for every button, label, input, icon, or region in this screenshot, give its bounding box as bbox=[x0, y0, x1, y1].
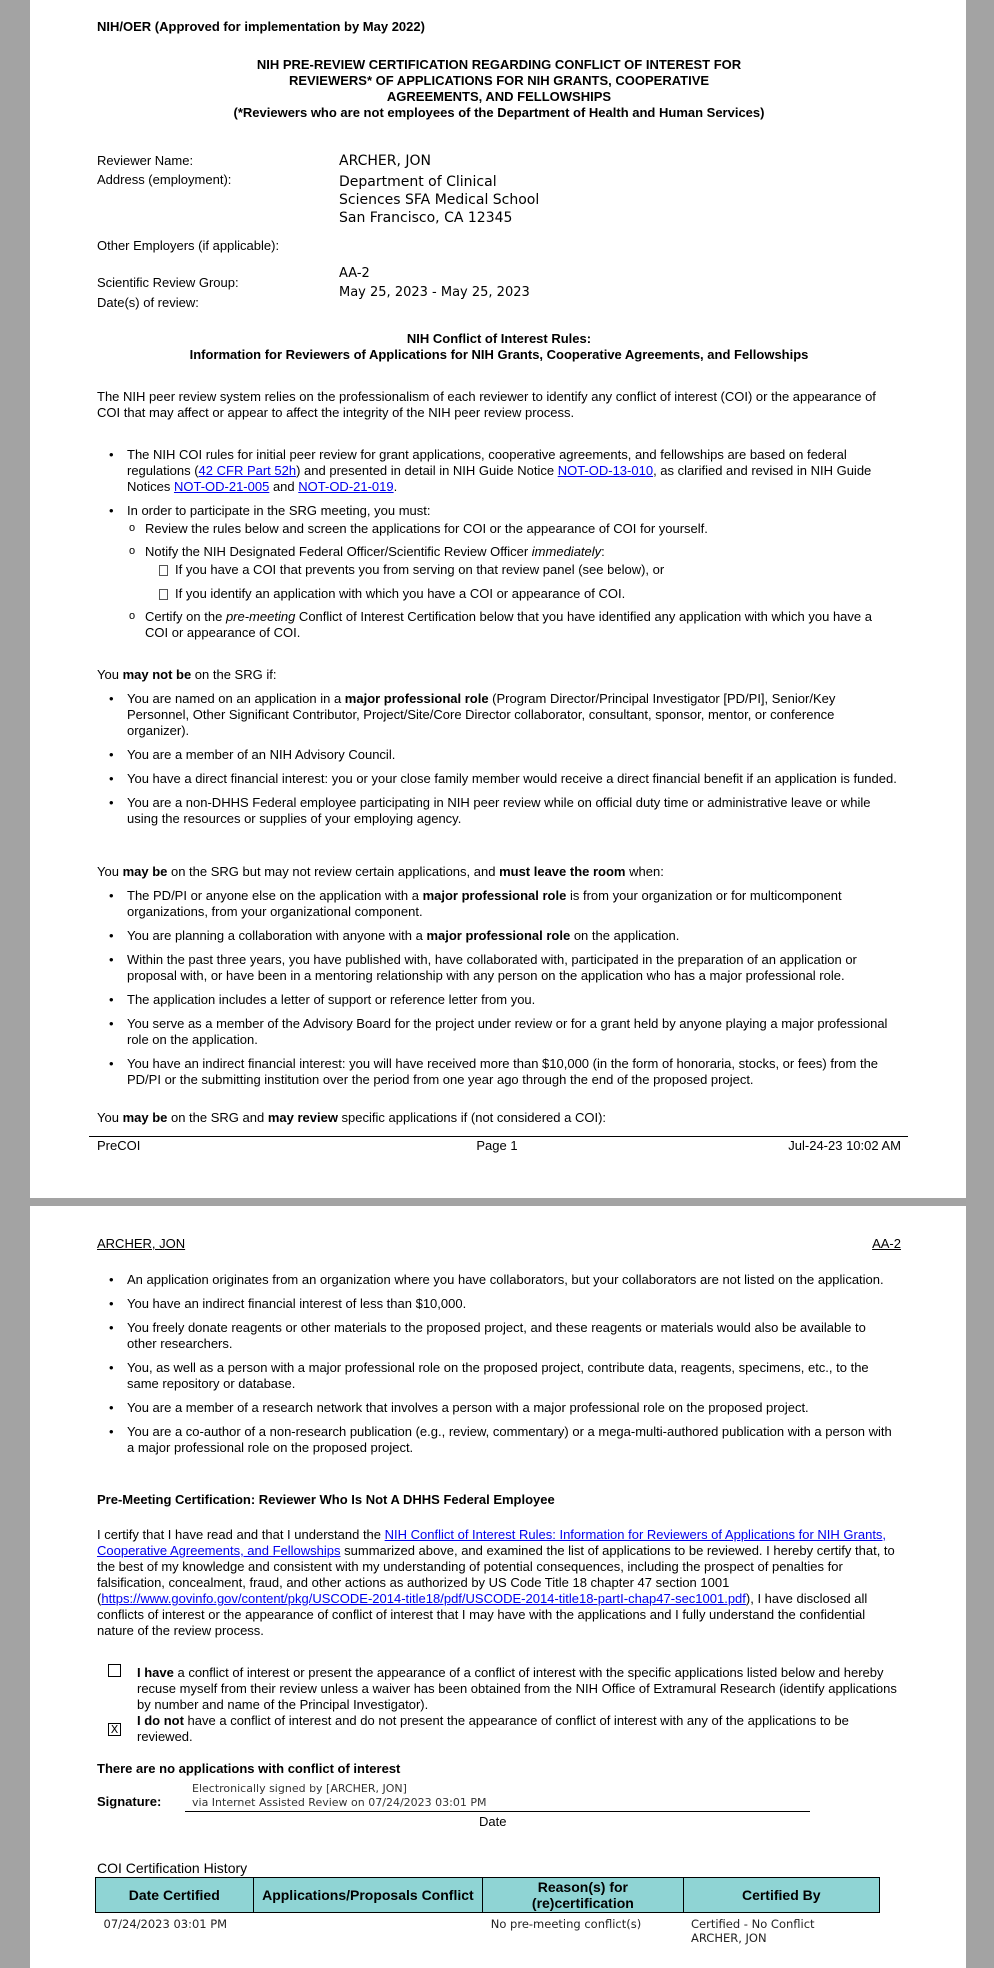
link-not-od-21-005[interactable]: NOT-OD-21-005 bbox=[173, 479, 270, 494]
address-value bbox=[339, 173, 539, 227]
table-row bbox=[96, 1913, 880, 1950]
link-uscode[interactable]: https://www.govinfo.gov/content/pkg/USCODE-2014-title18/pdf/USCODE-2014-title18-partI-chap47-sec1001.pdf bbox=[101, 1591, 746, 1606]
electronic-signature bbox=[192, 1782, 486, 1810]
apps-conflict-cell bbox=[253, 1913, 483, 1950]
approval-note: NIH/OER (Approved for implementation by May 2022) bbox=[97, 19, 425, 34]
option-not-text: I do not have a conflict of interest and do not present the appearance of conflict of interest with any of the applications to be reviewed. bbox=[137, 1713, 849, 1744]
column-header: Certified By bbox=[683, 1878, 880, 1913]
coi-rules-list bbox=[97, 447, 897, 641]
address-label: Address (employment): bbox=[97, 172, 232, 187]
footer-page-number: Page 1 bbox=[476, 1138, 518, 1153]
participate-sublist bbox=[127, 521, 897, 641]
option-have-text: I have a conflict of interest or present the appearance of a conflict of interest with the specific applications listed below and hereby recuse myself from their review unless a waiver has been obtained from the NIH Office of Extramural Research (identify applications by number and name of the Principal Investigator). bbox=[137, 1665, 897, 1712]
certification-heading: Pre-Meeting Certification: Reviewer Who Is Not A DHHS Federal Employee bbox=[97, 1492, 555, 1507]
list-item: • You are a member of a research network that involves a person with a major professional role on the proposed project. bbox=[97, 1400, 897, 1416]
date-label: Date bbox=[479, 1814, 507, 1829]
history-title: COI Certification History bbox=[97, 1860, 248, 1876]
header-reviewer-name: ARCHER, JON bbox=[97, 1236, 186, 1251]
certified-by-cell: Certified - No Conflict ARCHER, JON bbox=[691, 1917, 815, 1945]
footer-timestamp: Jul-24-23 10:02 AM bbox=[788, 1138, 901, 1153]
list-item: • In order to participate in the SRG meeting, you must: o Review the rules below and screen the applications for COI or the appearance of COI for yourself. o Notify the NIH Designated Federal Officer/Scientific Review Officer immediately: If you have a COI that prevents you from serving on that review panel (see below), or If you identify an application with which you have a COI or appearance of COI. o Certify on the pre-meeting Conflict of Interest Certification below that you have identified any application with which you have a COI or appearance of COI. bbox=[97, 503, 897, 641]
list-item: • Within the past three years, you have published with, have collaborated with, participated in the preparation of an application or proposal with, or have been in a mentoring relationship with any person on the application who has a major professional role. bbox=[97, 952, 897, 984]
signature-underline bbox=[185, 1811, 810, 1812]
link-not-od-13-010[interactable]: NOT-OD-13-010 bbox=[557, 463, 654, 478]
list-item: o Review the rules below and screen the applications for COI or the appearance of COI for yourself. bbox=[127, 521, 897, 537]
page-title bbox=[97, 57, 901, 121]
column-header: Date Certified bbox=[96, 1878, 254, 1913]
list-item: • You have an indirect financial interest: you will have received more than $10,000 (in the form of honoraria, stocks, or fees) from the PD/PI or the submitting institution over the period from one year ago through the end of the proposed project. bbox=[97, 1056, 897, 1088]
header-srg: AA-2 bbox=[872, 1236, 901, 1251]
rules-heading bbox=[97, 331, 901, 363]
footer-divider bbox=[89, 1136, 908, 1137]
list-item: • You are a member of an NIH Advisory Council. bbox=[97, 747, 897, 763]
dates-value: May 25, 2023 - May 25, 2023 bbox=[339, 285, 530, 300]
list-item: • You are named on an application in a major professional role (Program Director/Principal Investigator [PD/PI], Senior/Key Personnel, Other Significant Contributor, Project/Site/Core Director collaborator, consultant, sponsor, mentor, or conference organizer). bbox=[97, 691, 897, 739]
list-item: • You are planning a collaboration with anyone with a major professional role on the application. bbox=[97, 928, 897, 944]
link-42-cfr[interactable]: 42 CFR Part 52h bbox=[198, 463, 297, 478]
address-line: Sciences SFA Medical School bbox=[339, 192, 540, 208]
no-conflicts-statement: There are no applications with conflict of interest bbox=[97, 1761, 401, 1776]
srg-label: Scientific Review Group: bbox=[97, 275, 239, 290]
table-header-row bbox=[96, 1878, 880, 1913]
rules-heading-line: Information for Reviewers of Applications for NIH Grants, Cooperative Agreements, and Fellowships bbox=[189, 347, 809, 362]
rules-heading-line: NIH Conflict of Interest Rules: bbox=[406, 331, 592, 346]
reviewer-name-value: ARCHER, JON bbox=[339, 153, 432, 169]
title-line: NIH PRE-REVIEW CERTIFICATION REGARDING CONFLICT OF INTEREST FOR bbox=[256, 57, 742, 72]
reason-cell: No pre-meeting conflict(s) bbox=[490, 1917, 642, 1931]
may-review-heading: You may be on the SRG and may review specific applications if (not considered a COI): bbox=[97, 1110, 607, 1125]
list-item: • The application includes a letter of support or reference letter from you. bbox=[97, 992, 897, 1008]
list-item: • You are a co-author of a non-research publication (e.g., review, commentary) or a mega-multi-authored publication with a person with a major professional role on the proposed project. bbox=[97, 1424, 897, 1456]
address-line: Department of Clinical bbox=[339, 174, 497, 190]
title-line: (*Reviewers who are not employees of the Department of Health and Human Services) bbox=[233, 105, 765, 120]
list-item: o Certify on the pre-meeting Conflict of Interest Certification below that you have identified any application with which you have a COI or appearance of COI. bbox=[127, 609, 897, 641]
not-coi-list bbox=[97, 1272, 897, 1456]
column-header: Reason(s) for (re)certification bbox=[483, 1878, 683, 1913]
may-not-list bbox=[97, 691, 897, 827]
list-item: If you have a COI that prevents you from serving on that review panel (see below), or bbox=[159, 562, 897, 578]
list-item: • You have an indirect financial interest of less than $10,000. bbox=[97, 1296, 897, 1312]
address-line: San Francisco, CA 12345 bbox=[339, 210, 513, 226]
may-be-leave-heading: You may be on the SRG but may not review certain applications, and must leave the room when: bbox=[97, 864, 664, 879]
option-have-checkbox[interactable] bbox=[108, 1664, 121, 1680]
leave-room-list bbox=[97, 888, 897, 1088]
may-not-heading: You may not be on the SRG if: bbox=[97, 667, 277, 682]
history-table bbox=[95, 1877, 880, 1949]
list-item: If you identify an application with which you have a COI or appearance of COI. bbox=[159, 586, 897, 602]
document-page-1 bbox=[30, 0, 966, 1198]
list-item: • The PD/PI or anyone else on the application with a major professional role is from your organization or for multicomponent organizations, from your organizational component. bbox=[97, 888, 897, 920]
title-line: REVIEWERS* OF APPLICATIONS FOR NIH GRANTS, COOPERATIVE bbox=[288, 73, 710, 88]
option-not-checkbox[interactable]: X bbox=[108, 1721, 121, 1736]
intro-paragraph: The NIH peer review system relies on the professionalism of each reviewer to identify any conflict of interest (COI) or the appearance of COI that may affect or appear to affect the integrity of the NIH peer review process. bbox=[97, 389, 876, 420]
dates-label: Date(s) of review: bbox=[97, 295, 199, 310]
list-item: o Notify the NIH Designated Federal Officer/Scientific Review Officer immediately: If you have a COI that prevents you from serving on that review panel (see below), or If you identify an application with which you have a COI or appearance of COI. bbox=[127, 544, 897, 602]
reviewer-name-label: Reviewer Name: bbox=[97, 153, 194, 168]
link-coi-rules[interactable]: NIH Conflict of Interest Rules: Information for Reviewers of Applications for NIH Grants, Cooperative Agreements, and Fellowships bbox=[97, 1527, 887, 1558]
document-page-2 bbox=[30, 1206, 966, 1968]
signature-label: Signature: bbox=[97, 1794, 162, 1809]
list-item: • The NIH COI rules for initial peer review for grant applications, cooperative agreements, and fellowships are based on federal regulations (42 CFR Part 52h) and presented in detail in NIH Guide Notice NOT-OD-13-010, as clarified and revised in NIH Guide Notices NOT-OD-21-005 and NOT-OD-21-019. bbox=[97, 447, 897, 495]
list-item: • You serve as a member of the Advisory Board for the project under review or for a grant held by anyone playing a major professional role on the application. bbox=[97, 1016, 897, 1048]
notify-sublist bbox=[159, 562, 897, 602]
list-item: • You freely donate reagents or other materials to the proposed project, and these reagents or materials would also be available to other researchers. bbox=[97, 1320, 897, 1352]
list-item: • You have a direct financial interest: you or your close family member would receive a direct financial benefit if an application is funded. bbox=[97, 771, 897, 787]
column-header: Applications/Proposals Conflict bbox=[253, 1878, 483, 1913]
link-not-od-21-019[interactable]: NOT-OD-21-019 bbox=[298, 479, 394, 494]
date-certified-cell: 07/24/2023 03:01 PM bbox=[103, 1917, 228, 1931]
list-item: • An application originates from an organization where you have collaborators, but your collaborators are not listed on the application. bbox=[97, 1272, 897, 1288]
signature-line: via Internet Assisted Review on 07/24/2023 03:01 PM bbox=[192, 1796, 487, 1809]
srg-value: AA-2 bbox=[339, 266, 370, 281]
other-employers-label: Other Employers (if applicable): bbox=[97, 238, 280, 253]
footer-left: PreCOI bbox=[97, 1138, 141, 1153]
certification-statement: I certify that I have read and that I understand the NIH Conflict of Interest Rules: Information for Reviewers of Applications for NIH Grants, Cooperative Agreements, and Fellowships summarized above, and examined the list of applications to be reviewed. I hereby certify that, to the best of my knowledge and consistent with my understanding of potential consequences, including the prospect of penalties for falsification, concealment, fraud, and other actions as authorized by US Code Title 18 chapter 47 section 1001 (https://www.govinfo.gov/content/pkg/USCODE-2014-title18/pdf/USCODE-2014-title18-partI-chap47-sec1001.pdf), I have disclosed all conflicts of interest or the appearance of conflict of interest that I may have with the applications and I fully understand the confidential nature of the review process. bbox=[97, 1527, 895, 1638]
signature-line: Electronically signed by [ARCHER, JON] bbox=[192, 1782, 407, 1795]
title-line: AGREEMENTS, AND FELLOWSHIPS bbox=[386, 89, 612, 104]
list-item: • You are a non-DHHS Federal employee participating in NIH peer review while on official duty time or administrative leave or while using the resources or supplies of your employing agency. bbox=[97, 795, 897, 827]
list-item: • You, as well as a person with a major professional role on the proposed project, contribute data, reagents, specimens, etc., to the same repository or database. bbox=[97, 1360, 897, 1392]
